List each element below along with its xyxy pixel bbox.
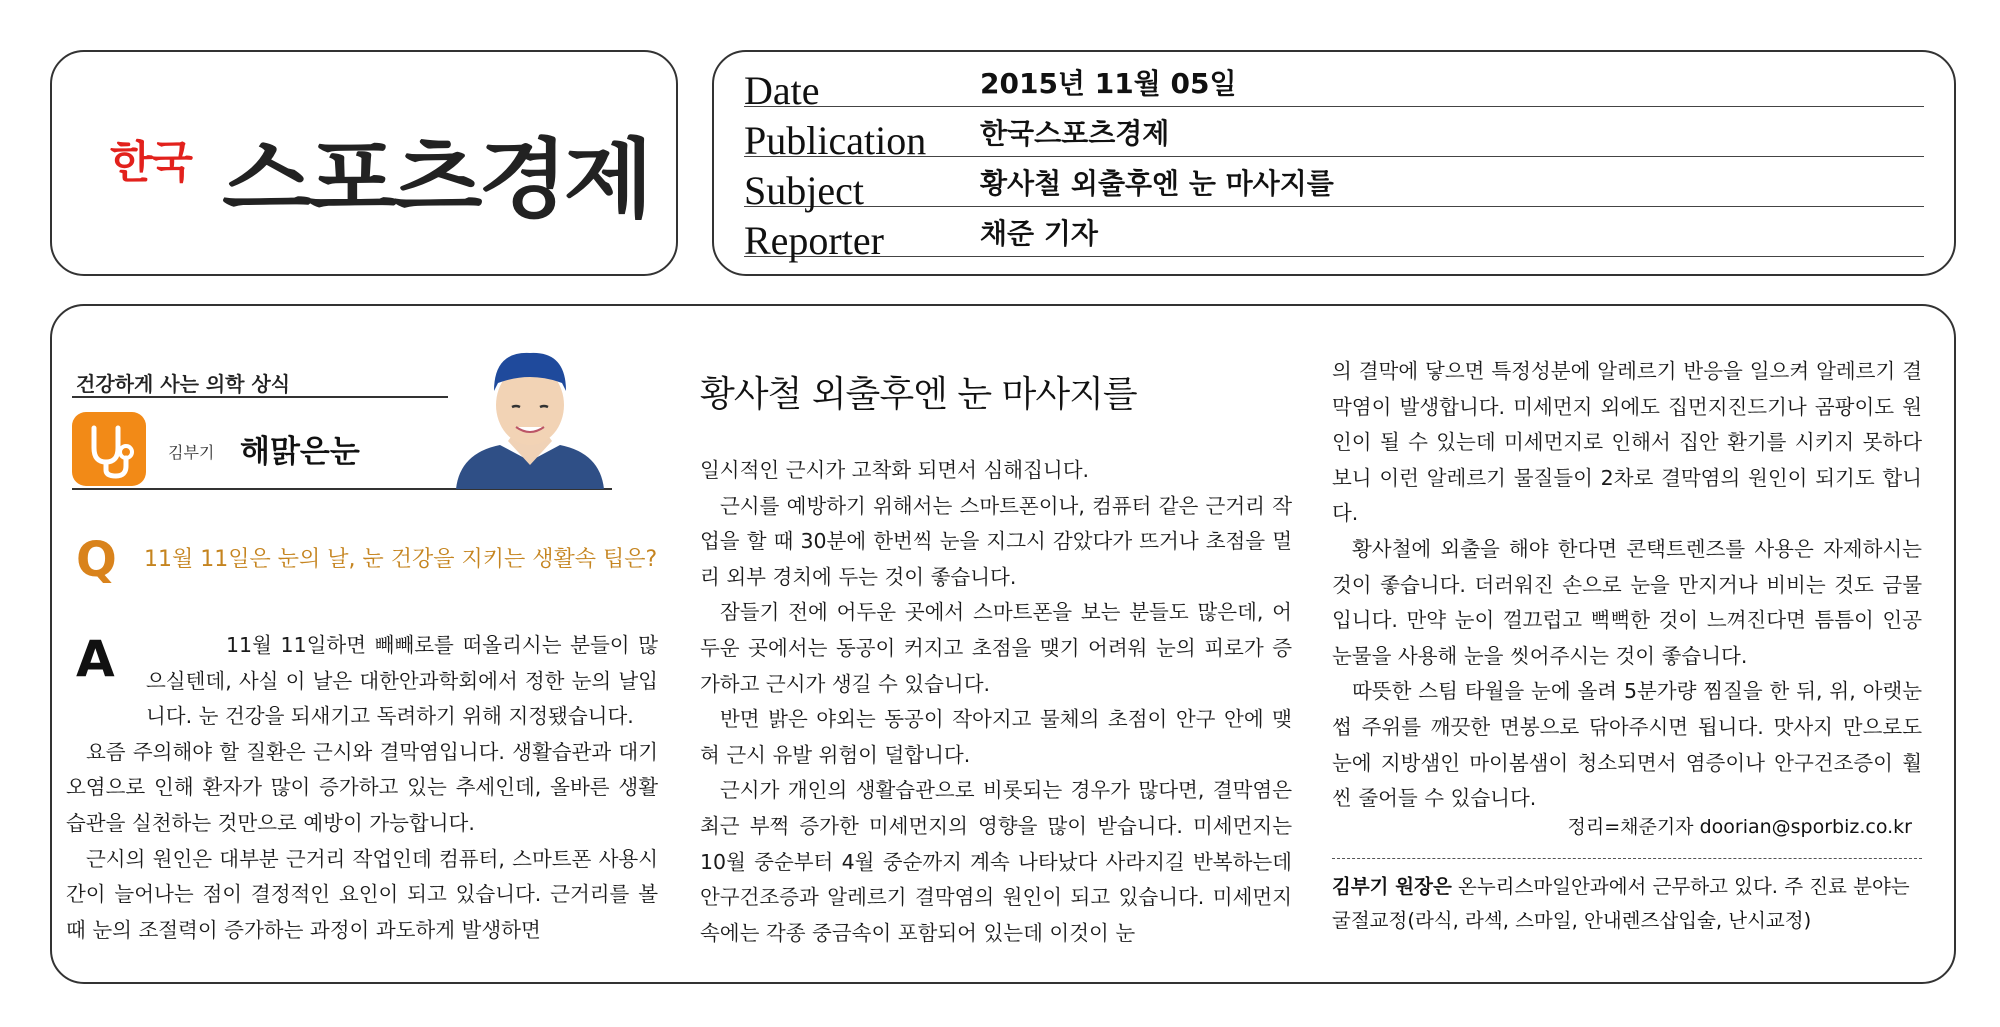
- bio-text: 온누리스마일안과에서 근무하고 있다. 주 진료 분야는 굴절교정(라식, 라섹, 스마일, 안내렌즈삽입술, 난시교정): [1332, 875, 1910, 932]
- paragraph: 황사철에 외출을 해야 한다면 콘택트렌즈를 사용은 자제하시는 것이 좋습니다. 더러워진 손으로 눈을 만지거나 비비는 것도 금물입니다. 만약 눈이 껄끄럽고 뻑뻑한 것이 느껴진다면 틈틈이 인공눈물을 사용해 눈을 씻어주시는 것이 좋습니다.: [1332, 536, 1922, 668]
- meta-row-date: [744, 56, 1924, 113]
- meta-row-reporter: [744, 206, 1924, 263]
- meta-value: 황사철 외출후엔 눈 마사지를: [980, 167, 1334, 200]
- paragraph: 근시가 개인의 생활습관으로 비롯되는 경우가 많다면, 결막염은 최근 부쩍 증가한 미세먼지의 영향을 많이 받습니다. 미세먼지는 10월 중순부터 4월 중순까지 계속 나타났다 사라지길 반복하는데 안구건조증과 알레르기 결막염의 원인이 되고 있습니다. 미세먼지 속에는 각종 중금속이 포함되어 있는데 이것이 눈: [700, 778, 1292, 945]
- article-column-2: [700, 453, 1292, 951]
- paragraph: 11월 11일하면 빼빼로를 떠올리시는 분들이 많으실텐데, 사실 이 날은 대한안과학회에서 정한 눈의 날입니다. 눈 건강을 되새기고 독려하기 위해 지정됐습니다.: [146, 633, 658, 729]
- question-text: 11월 11일은 눈의 날, 눈 건강을 지키는 생활속 팁은?: [144, 547, 658, 572]
- logo-small-text: 한국: [110, 137, 192, 188]
- paragraph: 요즘 주의해야 할 질환은 근시와 결막염입니다. 생활습관과 대기오염으로 인해 환자가 많이 증가하고 있는 추세인데, 올바른 생활 습관을 실천하는 것만으로 예방이 가능합니다.: [66, 739, 658, 835]
- meta-key: Reporter: [744, 218, 884, 263]
- meta-row-publication: [744, 106, 1924, 163]
- article-title: 황사철 외출후엔 눈 마사지를: [700, 374, 1137, 415]
- doctor-name: 김부기: [168, 443, 215, 462]
- paragraph: 일시적인 근시가 고착화 되면서 심해집니다.: [700, 458, 1090, 482]
- bio-name: 김부기 원장은: [1332, 875, 1452, 898]
- article-column-1: [66, 628, 658, 948]
- doctor-bio: [1332, 870, 1924, 938]
- paragraph: 근시를 예방하기 위해서는 스마트폰이나, 컴퓨터 같은 근거리 작업을 할 때 30분에 한번씩 눈을 지그시 감았다가 뜨거나 초점을 멀리 외부 경치에 두는 것이 좋습니다.: [700, 493, 1292, 589]
- paragraph: 잠들기 전에 어두운 곳에서 스마트폰을 보는 분들도 많은데, 어두운 곳에서는 동공이 커지고 초점을 맺기 어려워 눈의 피로가 증가하고 근시가 생길 수 있습니다.: [700, 600, 1292, 696]
- article-column-3: [1332, 354, 1922, 817]
- question-marker: Q: [76, 532, 117, 588]
- meta-key: Subject: [744, 168, 864, 213]
- paragraph: 의 결막에 닿으면 특정성분에 알레르기 반응을 일으켜 알레르기 결막염이 발생합니다. 미세먼지 외에도 집먼지진드기나 곰팡이도 원인이 될 수 있는데 미세먼지로 인해서 집안 환기를 시키지 못하다보니 이런 알레르기 물질들이 2차로 결막염의 원인이 되기도 합니다.: [1332, 359, 1922, 526]
- paragraph: 반면 밝은 야외는 동공이 작아지고 물체의 초점이 안구 안에 맺혀 근시 유발 위험이 덜합니다.: [700, 707, 1292, 767]
- header-rule: [72, 396, 448, 398]
- reporter-credit: 정리=채준기자 doorian@sporbiz.co.kr: [1567, 816, 1912, 838]
- series-label: 건강하게 사는 의학 상식: [76, 372, 291, 396]
- meta-value: 2015년 11월 05일: [980, 67, 1237, 100]
- dashed-divider: [1332, 858, 1922, 859]
- clinic-name: 해맑은눈: [240, 434, 360, 470]
- meta-key: Date: [744, 68, 820, 113]
- meta-value: 한국스포츠경제: [980, 117, 1170, 150]
- meta-value: 채준 기자: [980, 217, 1098, 250]
- answer-marker: A: [76, 630, 115, 688]
- paragraph: 따뜻한 스팀 타월을 눈에 올려 5분가량 찜질을 한 뒤, 위, 아랫눈썹 주위를 깨끗한 면봉으로 닦아주시면 됩니다. 맛사지 만으로도 눈에 지방샘인 마이봄샘이 청소되면서 염증이나 안구건조증이 훨씬 줄어들 수 있습니다.: [1332, 679, 1922, 811]
- logo-big-text: 스포츠경제: [222, 130, 650, 230]
- meta-row-subject: [744, 156, 1924, 213]
- stethoscope-icon: [72, 412, 146, 486]
- doctor-portrait: [450, 345, 610, 489]
- newspaper-logo: [110, 110, 650, 230]
- meta-key: Publication: [744, 118, 927, 163]
- meta-panel: [712, 50, 1956, 276]
- paragraph: 근시의 원인은 대부분 근거리 작업인데 컴퓨터, 스마트폰 사용시간이 늘어나는 점이 결정적인 요인이 되고 있습니다. 근거리를 볼 때 눈의 조절력이 증가하는 과정이 과도하게 발생하면: [66, 846, 658, 942]
- logo-panel: [50, 50, 678, 276]
